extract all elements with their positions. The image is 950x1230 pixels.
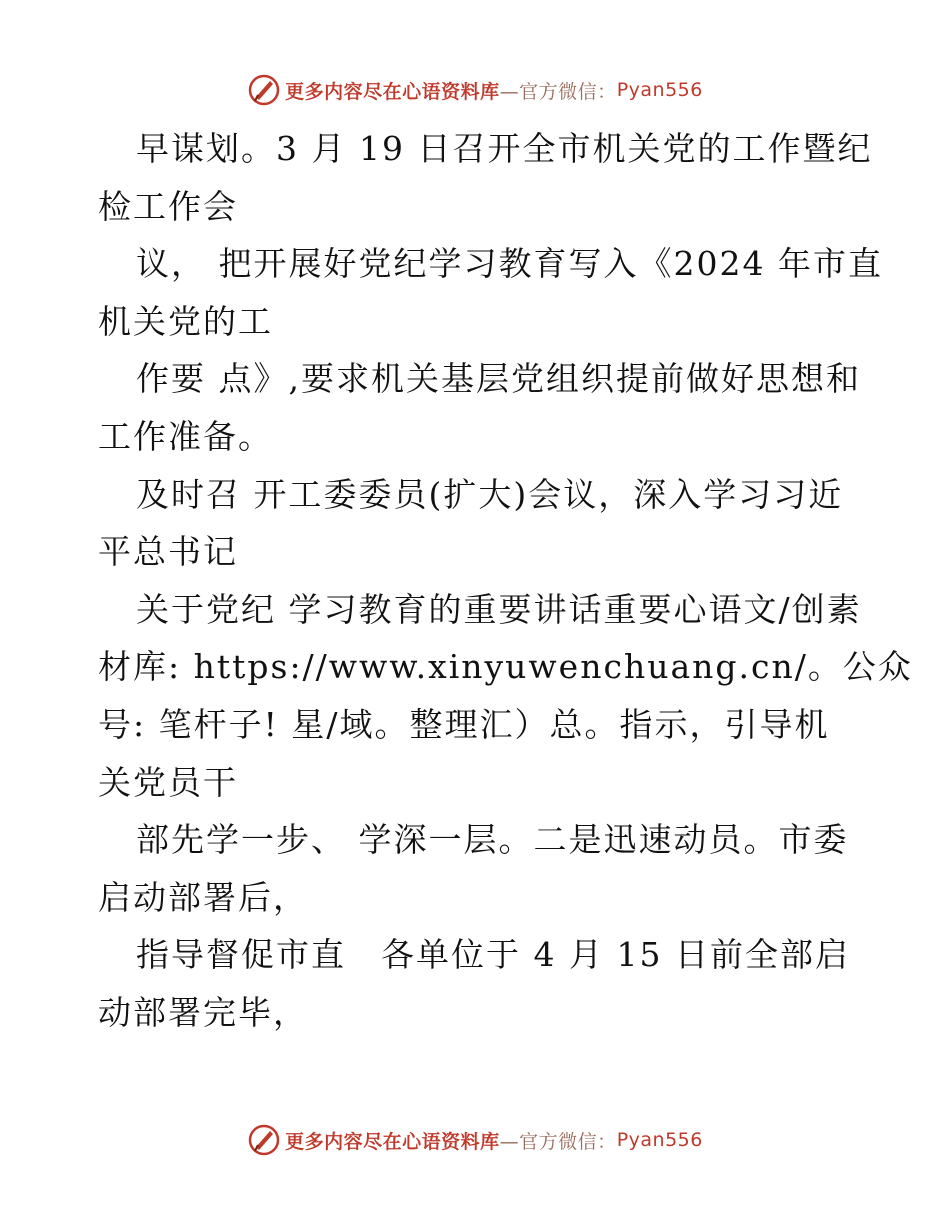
quill-logo-icon: [247, 1123, 281, 1157]
document-body: [98, 120, 913, 1042]
banner-separator: —官方微信：: [499, 1130, 617, 1153]
banner-wechat-id: Pyan556: [616, 1129, 703, 1151]
banner-wechat-id: Pyan556: [616, 79, 703, 101]
text-line: 材库: https://www.xinyuwenchuang.cn/。公众: [98, 647, 913, 687]
banner-title: 更多内容尽在心语资料库: [285, 80, 500, 103]
text-line: 动部署完毕，: [98, 992, 308, 1032]
text-line: 工作准备。: [98, 416, 273, 456]
text-line: 启动部署后，: [98, 877, 308, 917]
text-line: 指导督促市直 各单位于 4 月 15 日前全部启: [136, 935, 850, 975]
quill-logo-icon: [247, 73, 281, 107]
text-line: 平总书记: [98, 532, 238, 572]
text-line: 关于党纪 学习教育的重要讲话重要心语文/创素: [136, 589, 862, 629]
text-line: 议， 把开展好党纪学习教育写入《2024 年市直: [136, 244, 883, 284]
text-line: 机关党的工: [98, 301, 273, 341]
text-line: 作要 点》,要求机关基层党组织提前做好思想和: [136, 359, 861, 399]
header-banner: [0, 70, 950, 110]
text-line: 部先学一步、 学深一层。二是迅速动员。市委: [136, 820, 849, 860]
text-line: 早谋划。3 月 19 日召开全市机关党的工作暨纪: [136, 129, 873, 168]
text-line: 关党员干: [98, 762, 238, 802]
text-line: 及时召 开工委委员(扩大)会议，深入学习习近: [136, 474, 844, 514]
text-line: 检工作会: [98, 186, 238, 226]
banner-title: 更多内容尽在心语资料库: [285, 1130, 500, 1153]
banner-separator: —官方微信：: [499, 80, 617, 103]
text-line: 号: 笔杆子! 星/域。整理汇）总。指示，引导机: [98, 704, 830, 744]
footer-banner: [0, 1120, 950, 1160]
